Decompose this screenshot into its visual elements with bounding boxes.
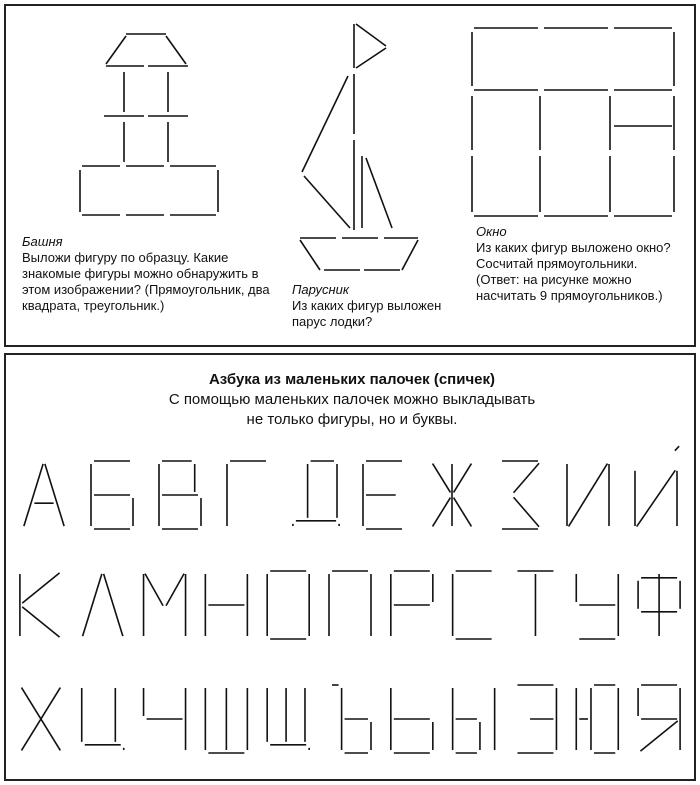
top-panel (4, 4, 696, 347)
stick-letter-А (24, 464, 64, 526)
stick-letter-Я (638, 685, 680, 751)
stick (166, 574, 184, 606)
boat-title: Парусник (292, 282, 349, 297)
stick-letter-Т (517, 571, 553, 636)
stick-letter-Е (363, 461, 402, 529)
stick (433, 498, 451, 527)
alphabet-description-line1: С помощью маленьких палочек можно выкладывать (168, 391, 536, 408)
stick (640, 721, 677, 751)
stick (675, 446, 679, 450)
sailboat-figure (300, 24, 418, 270)
stick-letter-И (567, 464, 609, 527)
stick-letter-Э (517, 685, 556, 753)
stick-letter-Ь (391, 688, 433, 753)
stick-letter-Х (21, 688, 60, 751)
stick (514, 497, 539, 526)
stick-letter-П (329, 571, 371, 636)
stick-letters-drawing (6, 355, 694, 779)
stick (22, 607, 59, 637)
stick (45, 464, 64, 526)
tower-text: Выложи фигуру по образцу. Какие знакомые фигуры можно обнаружить в этом изображении? (Прямоугольник, два квадрата, треугольник.) (22, 250, 270, 313)
stick-letter-У (576, 574, 618, 639)
tower-title: Башня (22, 234, 63, 249)
stick (454, 464, 472, 493)
stick-letter-Л (83, 574, 123, 636)
stick (83, 574, 102, 636)
stick-letter-С (453, 571, 492, 639)
stick-letter-Ж (433, 464, 472, 527)
boat-text: Из каких фигур выложен парус лодки? (292, 298, 442, 329)
alphabet-panel (4, 353, 696, 781)
stick (24, 464, 43, 526)
stick-letter-Ю (576, 685, 618, 753)
stick (514, 463, 539, 492)
alphabet-description-line2: не только фигуры, но и буквы. (246, 411, 458, 428)
alphabet-title: Азбука из маленьких палочек (спичек) (208, 371, 496, 388)
tower-caption (22, 234, 272, 314)
stick (454, 498, 472, 527)
stick-letter-В (159, 461, 201, 529)
stick-letter-Д (293, 461, 339, 526)
stick-letter-Ц (82, 688, 124, 750)
stick-letter-Ъ (332, 685, 371, 753)
window-text: Из каких фигур выложено окно? Сосчитай прямоугольники. (476, 240, 671, 271)
stick-letter-Щ (267, 688, 309, 750)
stick-letter-К (20, 573, 60, 637)
boat-caption (292, 282, 442, 330)
tower-figure (80, 34, 218, 215)
window-title: Окно (476, 224, 507, 239)
stick-letter-Ф (638, 574, 680, 636)
stick-letter-М (144, 574, 186, 636)
stick (22, 573, 59, 603)
stick-letter-З (502, 461, 539, 529)
stick-letter-Ы (453, 688, 495, 753)
stick (569, 464, 608, 527)
stick-letter-Ч (144, 688, 186, 750)
stick-letter-Г (227, 461, 266, 526)
stick-letter-Ш (205, 688, 247, 753)
stick-letter-Н (205, 574, 247, 636)
stick-letter-Б (91, 461, 133, 529)
window-figure (472, 28, 674, 216)
stick (145, 574, 163, 606)
stick-letter-Р (391, 571, 433, 636)
stick (433, 464, 451, 493)
stick-letter-О (267, 571, 309, 639)
window-answer: (Ответ: на рисунке можно насчитать 9 прямоугольников.) (476, 272, 663, 303)
stick (637, 470, 676, 526)
window-caption (476, 224, 686, 304)
stick-letter-Й (635, 446, 679, 526)
stick (104, 574, 123, 636)
